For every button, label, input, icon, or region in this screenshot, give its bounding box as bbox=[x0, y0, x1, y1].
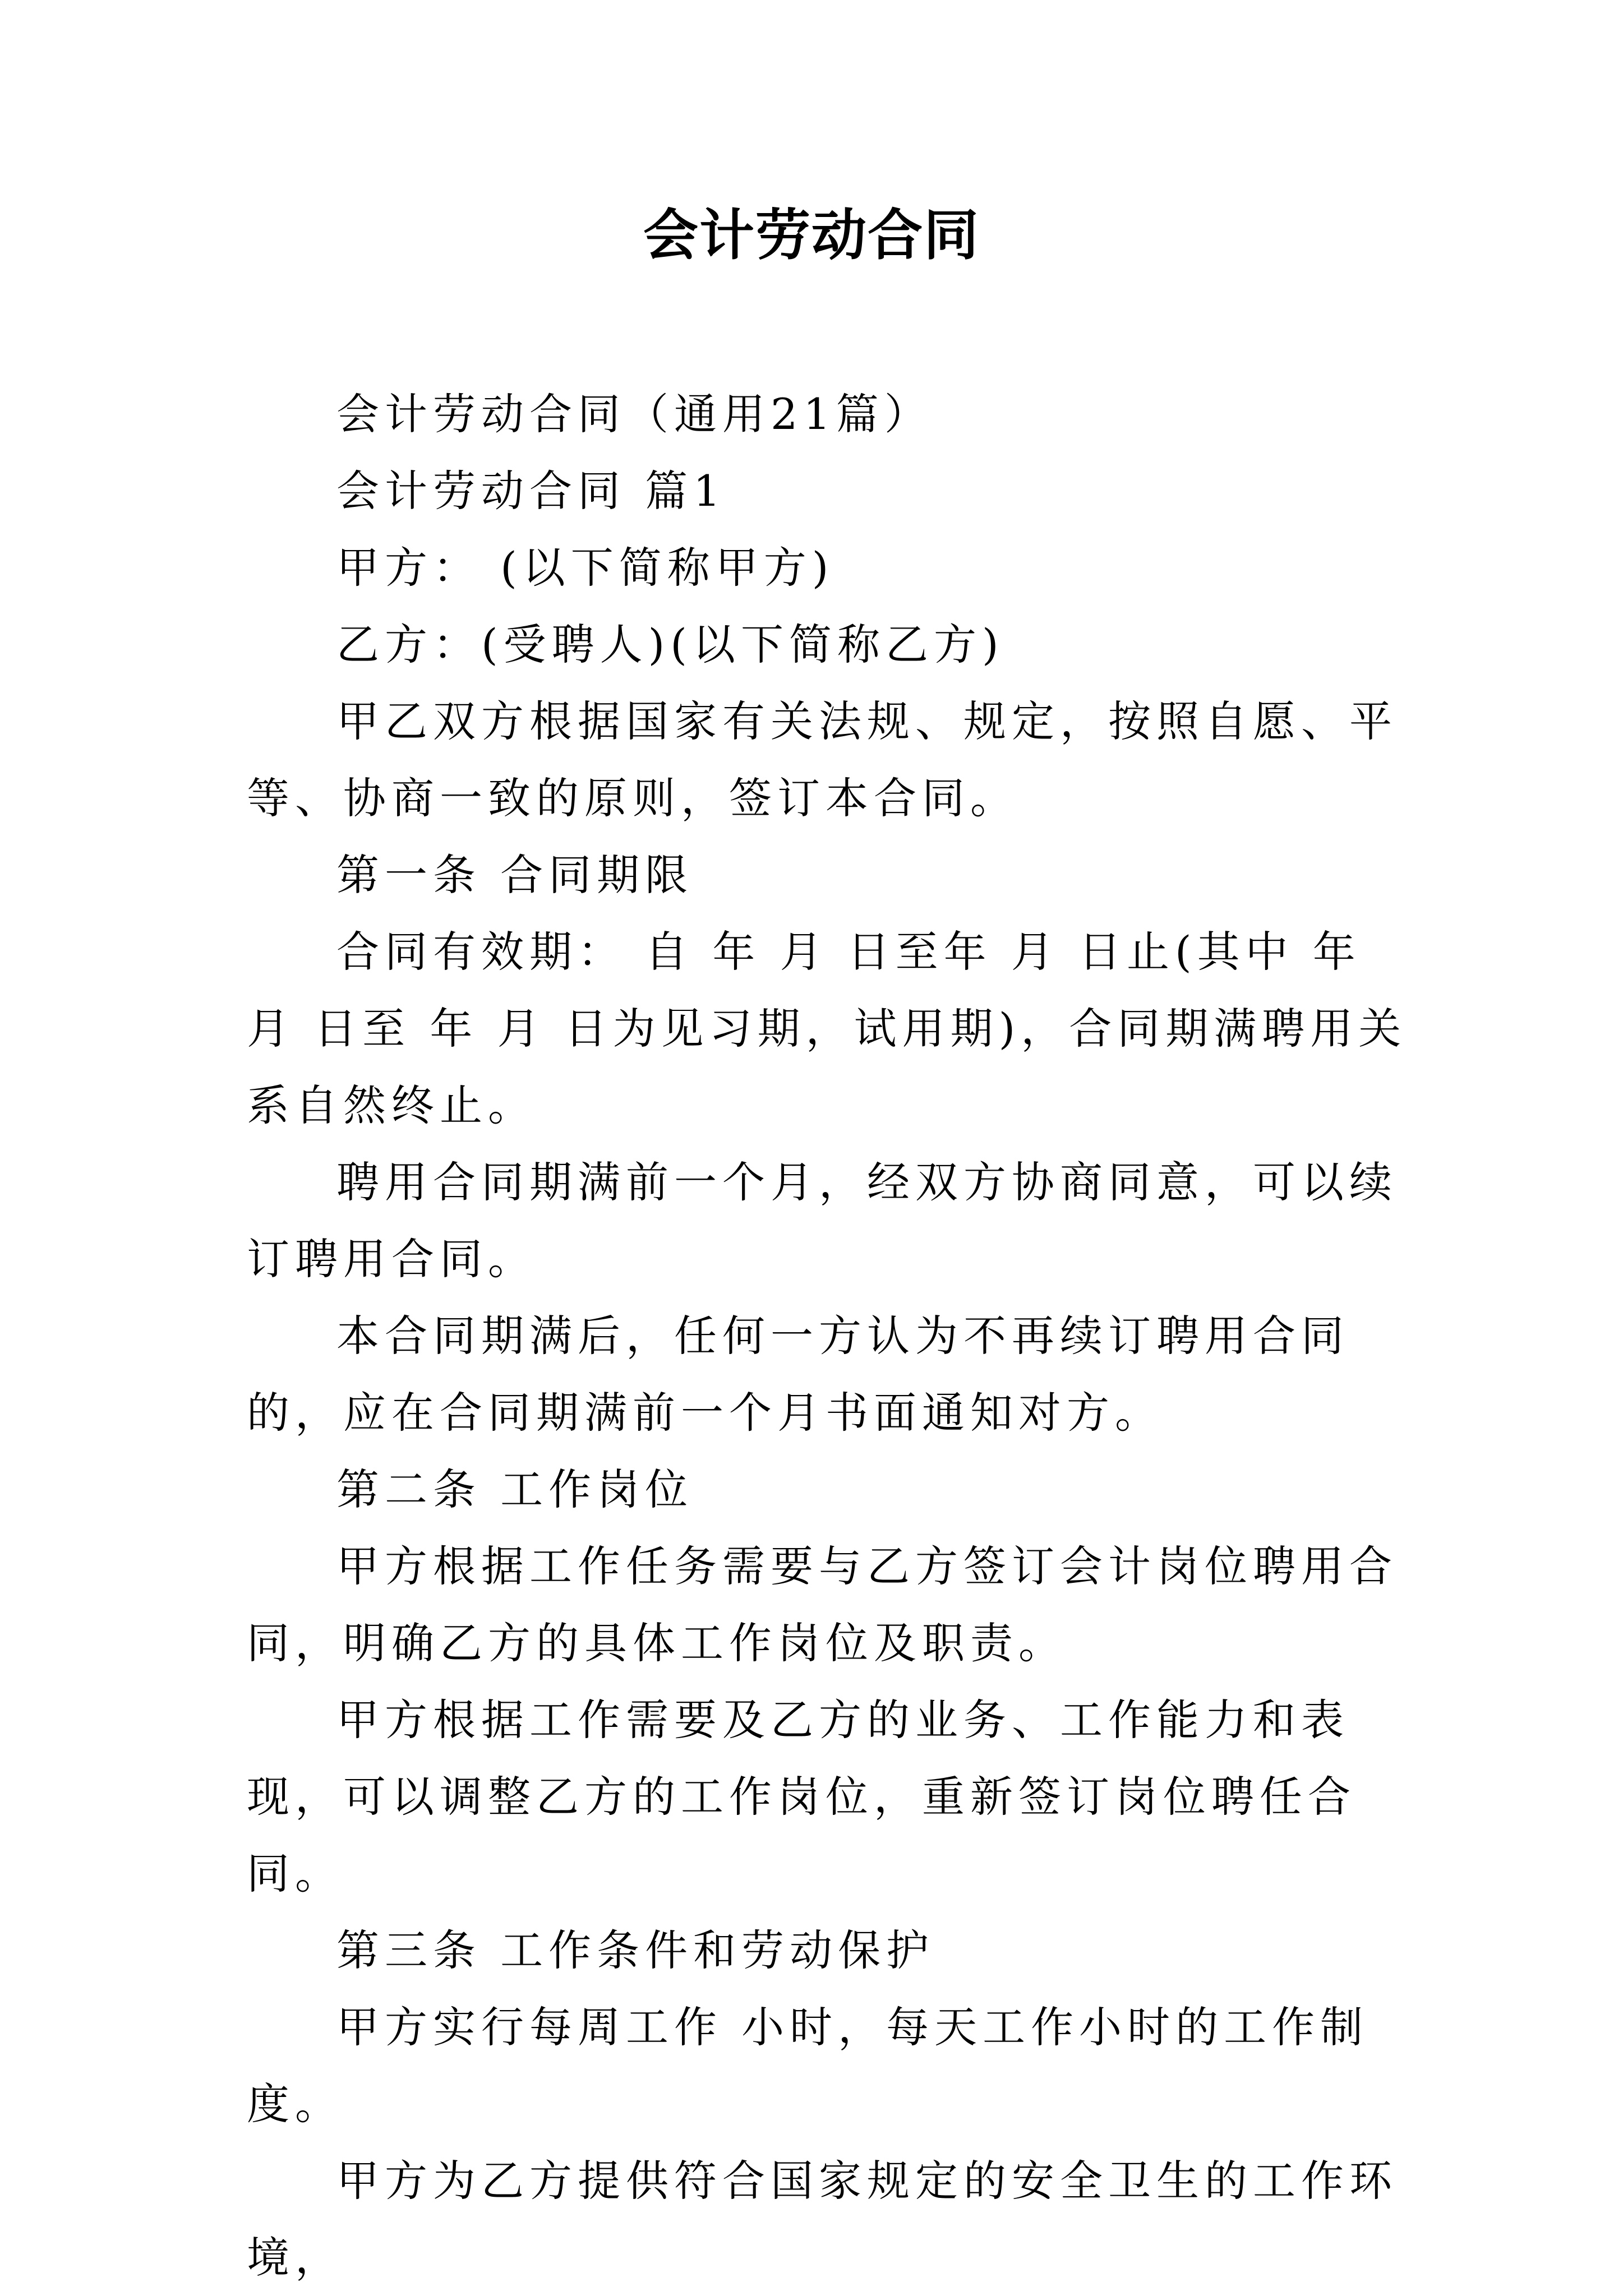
paragraph-party-b: 乙方：(受聘人)(以下简称乙方) bbox=[336, 620, 1004, 669]
paragraph-expiry-notice: 本合同期满后，任何一方认为不再续订聘用合同的，应在合同期满前一个月书面通知对方。 bbox=[247, 1311, 1349, 1438]
document-title: 会计劳动合同 bbox=[643, 204, 980, 267]
paragraph-validity: 合同有效期： 自 年 月 日至年 月 日止(其中 年 月 日至 年 月 日为见习期，试用期)，合同期满聘用关系自然终止。 bbox=[247, 927, 1407, 1130]
paragraph-party-a: 甲方： (以下简称甲方) bbox=[336, 543, 834, 593]
paragraph-renewal: 聘用合同期满前一个月，经双方协商同意，可以续订聘用合同。 bbox=[247, 1157, 1398, 1284]
paragraph-work-hours: 甲方实行每周工作 小时，每天工作小时的工作制度。 bbox=[247, 2002, 1369, 2129]
paragraph-adjust-position: 甲方根据工作需要及乙方的业务、工作能力和表现，可以调整乙方的工作岗位，重新签订岗位聘任合同。 bbox=[247, 1695, 1356, 1898]
article-2-heading: 第二条 工作岗位 bbox=[336, 1465, 694, 1514]
article-3-heading: 第三条 工作条件和劳动保护 bbox=[336, 1925, 935, 1975]
article-1-heading: 第一条 合同期限 bbox=[336, 850, 694, 900]
paragraph-section-heading: 会计劳动合同 篇1 bbox=[336, 466, 726, 516]
document-body bbox=[247, 376, 1408, 2296]
paragraph-preamble: 甲乙双方根据国家有关法规、规定，按照自愿、平等、协商一致的原则，签订本合同。 bbox=[247, 696, 1398, 823]
paragraph-subtitle: 会计劳动合同（通用21篇） bbox=[336, 389, 933, 439]
paragraph-position: 甲方根据工作任务需要与乙方签订会计岗位聘用合同，明确乙方的具体工作岗位及职责。 bbox=[247, 1541, 1398, 1668]
paragraph-work-environment: 甲方为乙方提供符合国家规定的安全卫生的工作环境， bbox=[247, 2156, 1398, 2283]
